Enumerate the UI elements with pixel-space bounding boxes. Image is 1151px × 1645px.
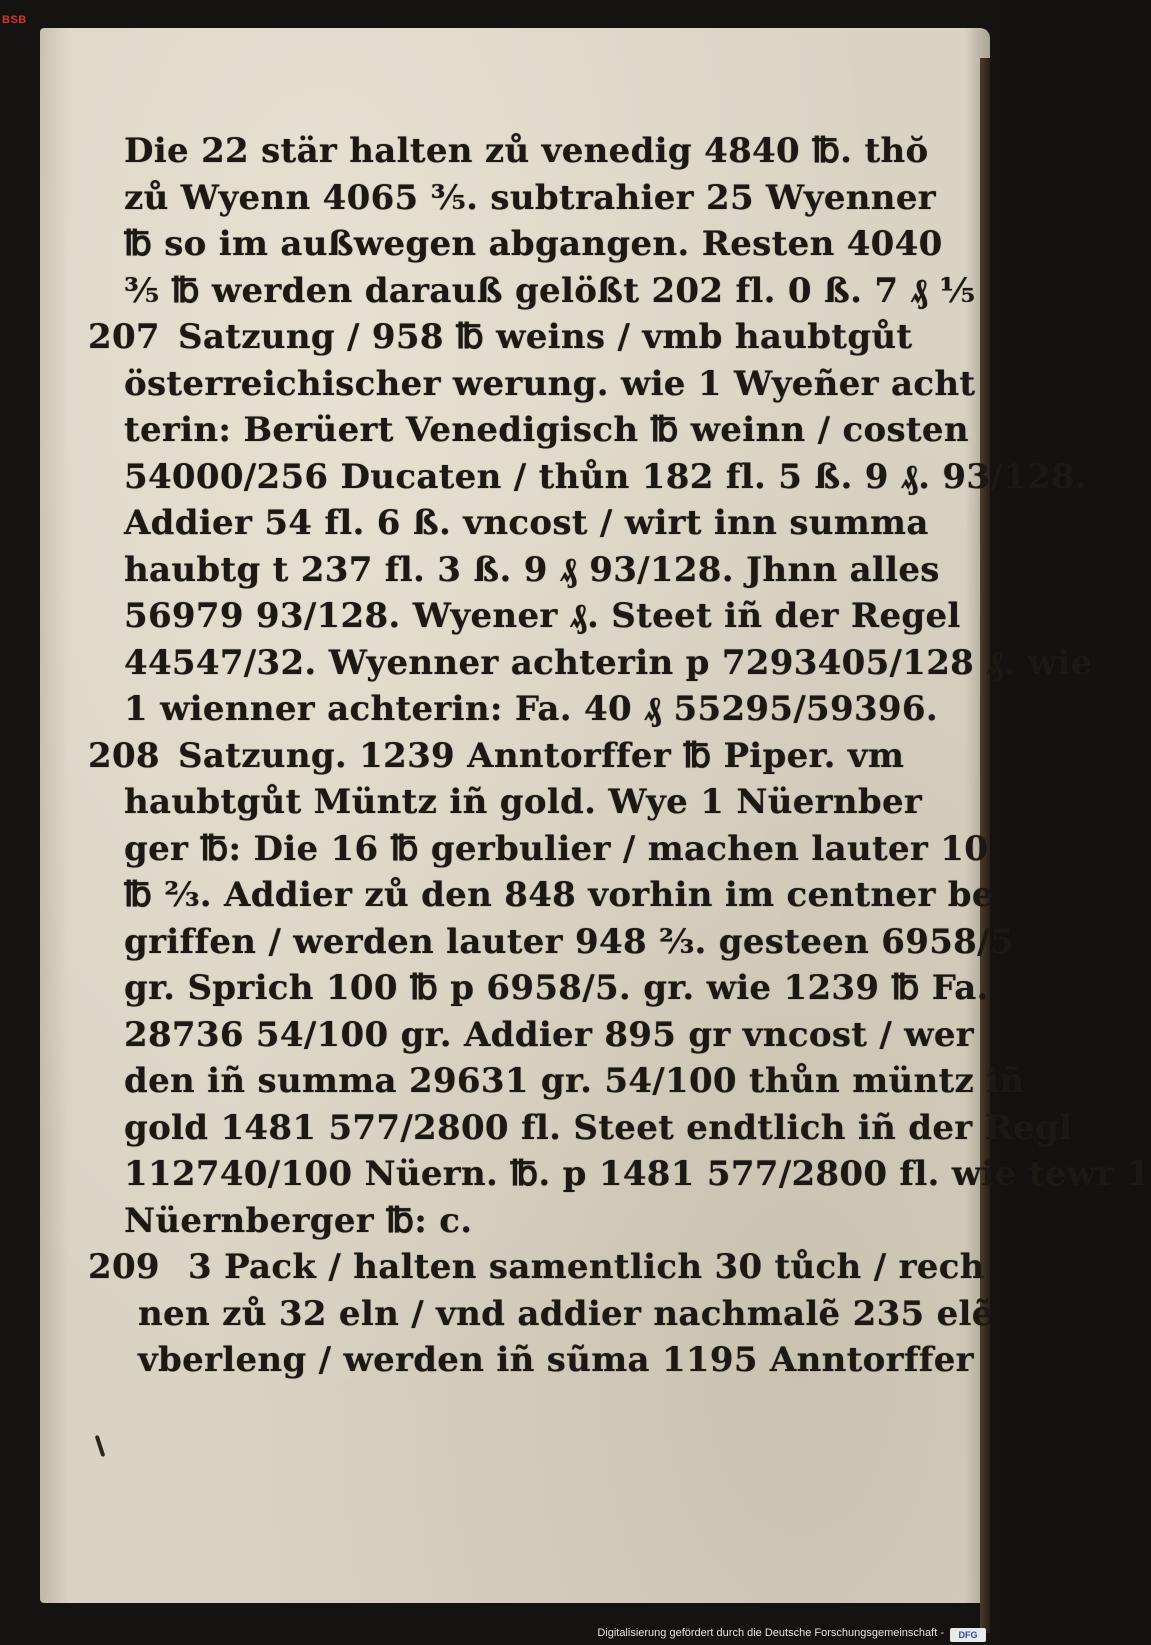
text-line — [88, 268, 976, 315]
line-text: 112740/100 Nüern. ℔. p 1481 577/2800 fl. wie tewr 1 — [124, 1154, 1151, 1194]
line-text: Nüernberger ℔: c. — [124, 1200, 473, 1241]
paragraph-start — [88, 314, 913, 361]
line-text: gold 1481 577/2800 fl. Steet endtlich iñ der Regl — [124, 1107, 1073, 1148]
paragraph-number: 208 — [88, 735, 160, 776]
line-text: ℔ ⅔. Addier zů den 848 vorhin im centner be — [124, 875, 994, 915]
text-line — [88, 128, 929, 175]
text-line — [88, 640, 1093, 687]
line-text: österreichischer werung. wie 1 Wyeñer acht — [124, 363, 976, 404]
line-text: 28736 54/100 gr. Addier 895 gr vncost / wer — [124, 1014, 974, 1055]
line-text: Satzung. 1239 Anntorffer ℔ Piper. vm — [178, 735, 905, 776]
text-line — [88, 686, 938, 733]
line-text: 54000/256 Ducaten / thůn 182 fl. 5 ß. 9 ₰. 93/128. — [124, 456, 1088, 497]
text-line — [88, 1105, 1073, 1152]
line-text: zů Wyenn 4065 ⅗. subtrahier 25 Wyenner — [124, 177, 936, 218]
line-text: ℔ so im außwegen abgangen. Resten 4040 — [124, 224, 943, 264]
text-line — [88, 919, 1014, 966]
dfg-logo: DFG — [950, 1628, 986, 1642]
text-line — [88, 1198, 908, 1245]
line-text: den iñ summa 29631 gr. 54/100 thůn müntz iñ — [124, 1061, 1025, 1101]
paragraph-number: 209 — [88, 1247, 160, 1287]
page-text — [88, 128, 1151, 1384]
text-line — [88, 500, 929, 547]
line-text: 1 wienner achterin: Fa. 40 ₰ 55295/59396. — [124, 689, 938, 729]
paragraph-number: 207 — [88, 317, 160, 357]
line-text: Satzung / 958 ℔ weins / vmb haubtgůt — [178, 317, 913, 357]
line-text: 56979 93/128. Wyener ₰. Steet iñ der Regel — [124, 596, 961, 636]
line-text: ger ℔: Die 16 ℔ gerbulier / machen lauter 10 — [124, 828, 989, 869]
text-line — [88, 872, 994, 919]
text-line — [88, 1058, 1025, 1105]
paragraph-start — [88, 1244, 985, 1291]
text-line — [88, 175, 936, 222]
line-text: griffen / werden lauter 948 ⅔. gesteen 6958/5 — [124, 921, 1014, 962]
text-line — [88, 826, 989, 873]
paragraph-start — [88, 733, 908, 780]
funding-notice: Digitalisierung gefördert durch die Deutsche Forschungsgemeinschaft - — [597, 1627, 944, 1639]
line-text: 44547/32. Wyenner achterin p 7293405/128 ₰. wie — [124, 642, 1093, 683]
text-line — [88, 779, 923, 826]
line-text: gr. Sprich 100 ℔ p 6958/5. gr. wie 1239 ℔ Fa. — [124, 968, 989, 1008]
text-line — [88, 1012, 974, 1059]
library-watermark: BSB — [2, 14, 27, 26]
text-line — [88, 407, 969, 454]
line-text: ⅗ ℔ werden darauß gelößt 202 fl. 0 ß. 7 ₰ ⅕ — [124, 270, 976, 311]
text-line — [88, 361, 976, 408]
text-line — [88, 1337, 974, 1384]
line-text: haubtgůt Müntz iñ gold. Wye 1 Nüernber — [124, 782, 923, 822]
line-text: nen zů 32 eln / vnd addier nachmalẽ 235 elẽ — [138, 1293, 994, 1334]
text-line — [88, 1151, 1151, 1198]
text-line — [88, 221, 943, 268]
line-text: 3 Pack / halten samentlich 30 tůch / rech — [188, 1247, 985, 1287]
line-text: haubtg t 237 fl. 3 ß. 9 ₰ 93/128. Jhnn alles — [124, 549, 940, 590]
line-text: Die 22 stär halten zů venedig 4840 ℔. thŏ — [124, 131, 929, 171]
text-line — [88, 1291, 994, 1338]
line-text: vberleng / werden iñ sũma 1195 Anntorffer — [138, 1340, 974, 1380]
text-line — [88, 547, 940, 594]
line-text: Addier 54 fl. 6 ß. vncost / wirt inn summa — [124, 503, 929, 543]
line-text: terin: Berüert Venedigisch ℔ weinn / costen — [124, 410, 969, 450]
text-line — [88, 454, 1088, 501]
text-line — [88, 593, 961, 640]
text-line — [88, 965, 989, 1012]
